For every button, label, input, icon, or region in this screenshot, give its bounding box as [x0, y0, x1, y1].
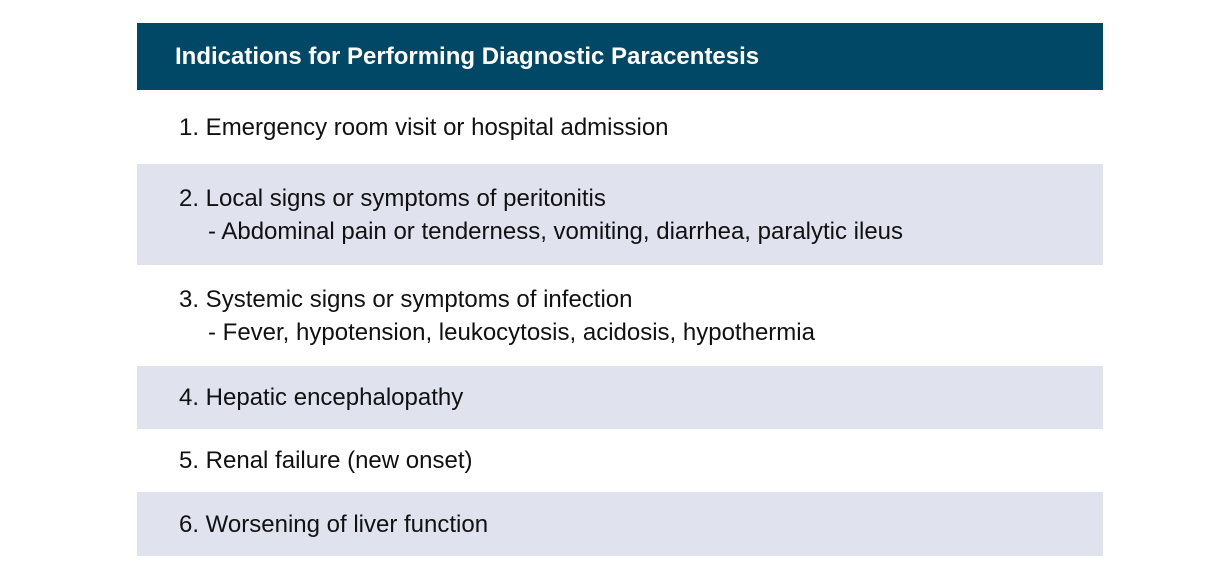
row-text: 2. Local signs or symptoms of peritonitis — [179, 184, 606, 212]
row-text: 4. Hepatic encephalopathy — [179, 384, 464, 411]
table-row — [137, 492, 1103, 556]
table-row — [137, 164, 1103, 265]
row-text: 5. Renal failure (new onset) — [179, 447, 473, 474]
row-text: 1. Emergency room visit or hospital admission — [179, 113, 669, 141]
table-row — [137, 429, 1103, 492]
row-detail: - Abdominal pain or tenderness, vomiting, diarrhea, paralytic ileus — [208, 217, 904, 245]
table-row — [137, 366, 1103, 429]
row-text: 6. Worsening of liver function — [179, 510, 489, 538]
table-row — [137, 265, 1103, 366]
table-row — [137, 90, 1103, 164]
indications-table — [137, 23, 1103, 556]
row-detail: - Fever, hypotension, leukocytosis, acidosis, hypothermia — [208, 318, 815, 346]
table-title: Indications for Performing Diagnostic Paracentesis — [137, 23, 1103, 90]
row-text: 3. Systemic signs or symptoms of infection — [179, 285, 633, 313]
